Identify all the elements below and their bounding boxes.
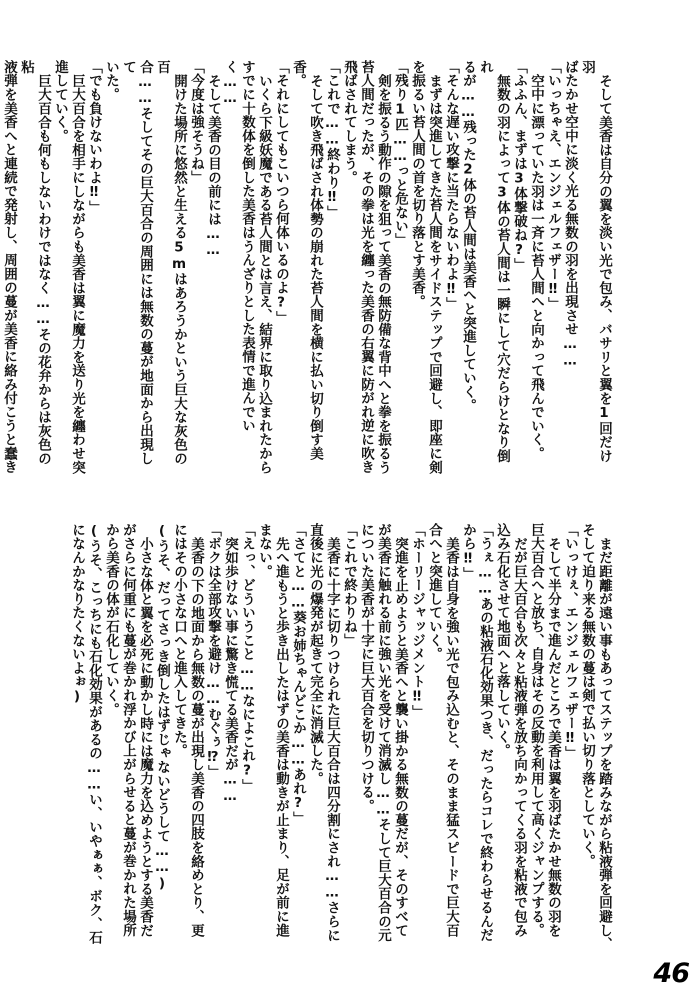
page-number: 46 bbox=[653, 958, 689, 989]
text-line: (うそ、だってさっき倒したはずじゃないどうして……) bbox=[154, 523, 170, 892]
text-line: 液弾を美香へと連続で発射し、周囲の蔓が美香に絡み付こうと蠢き bbox=[1, 60, 17, 474]
text-line: (うそ、こっちにも石化効果があるの……い、いやぁぁ、ボク、石 bbox=[86, 523, 102, 945]
text-line: 美香は自身を強い光で包み込むと、そのまま猛スピードで巨大百 bbox=[443, 536, 459, 937]
text-line: 合へと突進していく。 bbox=[426, 523, 442, 661]
text-line: そして吹き飛ばされ体勢の崩れた苔人間を横に払い切り倒す美香。 bbox=[290, 60, 323, 460]
text-line: 「ボクは全部攻撃を避け……むぐぅ⁉」 bbox=[205, 523, 221, 779]
text-line: 「うぇ……あの粘液石化効果つき、だったらコレで終わらせるんだ bbox=[477, 523, 493, 942]
text-line: 「これで終わりね」 bbox=[341, 523, 357, 648]
text-line: から‼」 bbox=[460, 523, 476, 581]
text-line: すでに十数体を倒した美香はうんざりとした表情で進んでいく…… bbox=[222, 60, 255, 433]
text-line: 無数の羽によって3体の苔人間は一瞬にして穴だらけとなり倒れ bbox=[477, 60, 510, 463]
text-line: 巨大百合を相手にしながらも美香は翼に魔力を送り光を纏わせ突 bbox=[69, 73, 85, 474]
text-line: 込み石化させて地面へと落していく。 bbox=[494, 523, 510, 758]
text-line: 空中に漂っていた羽は一斉に苔人間へと向かって飛んでいく。 bbox=[528, 73, 544, 460]
text-line: まだ距離が遠い事もあってステップを踏みながら粘液弾を回避し、 bbox=[596, 536, 612, 951]
text-line: についた美香が十字に巨大百合を切りつける。 bbox=[358, 523, 374, 813]
text-line: にはその小さな口へと進入してきた。 bbox=[171, 523, 187, 758]
text-line: から美香の体が石化していく。 bbox=[103, 523, 119, 717]
text-line: 「これで……終わり‼」 bbox=[324, 60, 340, 220]
text-line: 「ホーリージャッジメント‼」 bbox=[409, 523, 425, 719]
text-line: るが……残った2体の苔人間は美香へと突進していく。 bbox=[460, 60, 476, 413]
text-line: そして美香の目の前には…… bbox=[205, 73, 221, 258]
text-line: 「いっけぇ、エンジェルフェザー‼」 bbox=[562, 523, 578, 761]
text-line: 「それにしてもこいつら何体いるのよ?」 bbox=[273, 60, 289, 325]
text-line: 美香の下の地面から無数の蔓が出現し美香の四肢を絡めとり、更 bbox=[188, 536, 204, 937]
text-line: 小さな体と翼を必死に動かし時には魔力を込めようとする美香だ bbox=[137, 536, 153, 937]
text-line: になんかなりたくないよぉ) bbox=[69, 523, 85, 705]
text-line: だが巨大百合も次々と粘液弾を放ち向かってくる羽を粘液で包み bbox=[511, 536, 527, 937]
text-line: 進していく。 bbox=[52, 60, 68, 143]
text-line: そして迫り来る無数の蔓は剣で払い切り落としていく。 bbox=[579, 523, 595, 868]
text-line: 突進を止めようと美香へと襲い掛かる無数の蔓だが、そのすべて bbox=[392, 536, 408, 937]
text-line: ばたかせ空中に淡く光る無数の羽を出現させ…… bbox=[562, 60, 578, 369]
text-line: 「ふふん、まずは3体撃破ね?」 bbox=[511, 60, 527, 272]
text-line: が美香に触れる前に強い光を受けて消滅し……そして巨大百合の元 bbox=[375, 523, 391, 942]
text-line: 先へ進もうと歩き出したはずの美香は動きが止まり、足が前に進 bbox=[273, 536, 289, 937]
text-line: 巨大百合へと放ち、自身はその反動を利用して高くジャンプする。 bbox=[528, 523, 544, 937]
text-line: 「残り1匹……っと危ない」 bbox=[392, 60, 408, 247]
text-block-bottom bbox=[68, 523, 612, 955]
text-line: 剣を振るう動作の隙を狙って美香の無防備な背中へと拳を振るう bbox=[375, 73, 391, 474]
text-line: 突如歩けない事に驚き慌てる美香だが…… bbox=[222, 536, 238, 804]
text-line: 苔人間だったが、その拳は光を纏った美香の右翼に防がれ逆に吹き bbox=[358, 60, 374, 474]
text-line: を振るい苔人間の首を切り落とす美香。 bbox=[409, 60, 425, 309]
text-line: 「さてと……葵お姉ちゃんどこか……あれ?」 bbox=[290, 523, 306, 826]
text-line: がさらに何重にも蔓が巻かれ浮かび上がらせると蔓が巻かれた場所 bbox=[120, 523, 136, 937]
text-line: 美香に十字に切りつけられた巨大百合は四分割にされ……さらに bbox=[324, 536, 340, 942]
text-line: 直後に光の爆発が起きて完全に消滅した。 bbox=[307, 523, 323, 786]
text-line: いた。 bbox=[103, 60, 119, 102]
text-line: そして美香は自分の翼を淡い光で包み、バサリと翼を1回だけ羽 bbox=[579, 60, 612, 463]
text-line: 「今度は強そうね」 bbox=[188, 60, 204, 185]
text-line: 「そんな遅い攻撃に当たらないわよ‼」 bbox=[443, 60, 459, 311]
text-line: いくら下級妖魔である苔人間とは言え、結界に取り込まれたから bbox=[256, 73, 272, 474]
text-line: 開けた場所に悠然と生える5mはあろうかという巨大な灰色の百 bbox=[154, 60, 187, 465]
text-line: 「えっ、どういうこと……なによこれ?」 bbox=[239, 523, 255, 793]
text-line: まずは突進してきた苔人間をサイドステップで回避し、即座に剣 bbox=[426, 73, 442, 474]
text-line: 飛ばされてしまう。 bbox=[341, 60, 357, 185]
text-line: 「でも負けないわよ‼」 bbox=[86, 60, 102, 215]
text-line: 「いっちゃえ、エンジェルフェザー‼」 bbox=[545, 60, 561, 311]
text-line: 合……そしてその巨大百合の周囲には無数の蔓が地面から出現して bbox=[120, 60, 153, 466]
text-block-top bbox=[0, 60, 612, 476]
text-line: そして半分まで進んだところで美香は翼を羽ばたかせ無数の羽を bbox=[545, 536, 561, 937]
text-line: まない。 bbox=[256, 523, 272, 579]
text-line: 巨大百合も何もしないわけではなく……その花弁からは灰色の粘 bbox=[18, 60, 51, 465]
